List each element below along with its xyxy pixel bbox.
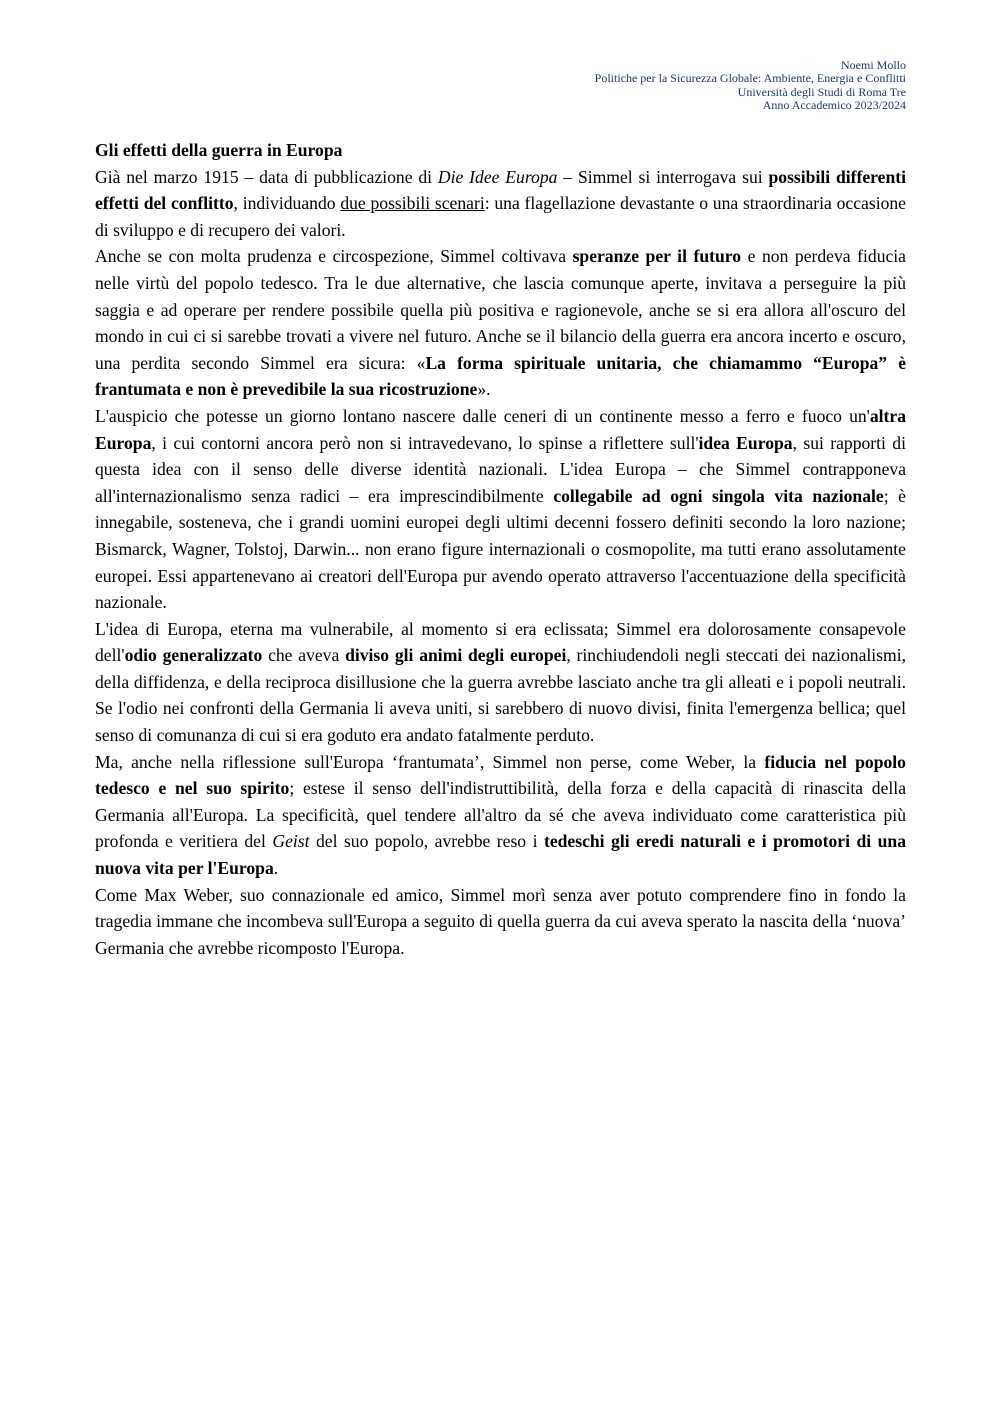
bold-text: possibili differenti effetti del conflitto [95,166,907,214]
underlined-text: due possibili scenari [340,193,485,214]
bold-text: odio generalizzato [124,645,263,666]
bold-text: tedeschi gli eredi naturali e i promotori di una nuova vita per l'Europa [95,831,907,879]
text-run: del suo popolo, avrebbe reso i [309,831,544,852]
page-header [595,59,906,112]
paragraph-1 [95,164,906,244]
paragraph-5 [95,749,906,882]
header-university: Università degli Studi di Roma Tre [737,84,906,99]
text-run: Anche se con molta prudenza e circospezione, Simmel coltivava [95,246,573,267]
text-run: ; è innegabile, sosteneva, che i grandi uomini europei degli ultimi decenni fossero definiti secondo la loro nazione; Bismarck, Wagner, Tolstoj, Darwin... non erano figure internazionali o cosmopolite, ma tutti erano assolutamente europei. Essi appartenevano ai creatori dell'Europa pur avendo operato attraverso l'accentuazione della specificità nazionale. [95,485,906,613]
text-run: , i cui contorni ancora però non si intravedevano, lo spinse a riflettere sull' [151,432,699,453]
header-course: Politiche per la Sicurezza Globale: Ambiente, Energia e Conflitti [594,71,906,86]
paragraph-3 [95,403,906,616]
document-body [95,137,906,961]
text-run: , individuando [233,193,341,214]
text-run: che aveva [262,645,346,666]
header-author: Noemi Mollo [841,58,906,72]
text-run: L'auspicio che potesse un giorno lontano nascere dalle ceneri di un continente messo a ferro e fuoco un' [95,405,870,426]
bold-text: collegabile ad ogni singola vita nazionale [553,485,884,506]
text-run: , sui rapporti di questa idea con il senso delle diverse identità nazionali. L'idea Europa – che Simmel contrapponeva all'internazionalismo senza radici – era imprescindibilmente [95,432,906,506]
italic-text: Die Idee Europa [437,166,558,187]
bold-text: idea Europa [698,432,793,453]
bold-quote: La forma spirituale unitaria, che chiamammo “Europa” è frantumata e non è prevedibile la sua ricostruzione [95,352,907,400]
text-run: ». [477,379,491,400]
text-run: e non perdeva fiducia nelle virtù del popolo tedesco. Tra le due alternative, che lascia comunque aperte, invitava a perseguire la più saggia e ad operare per rendere possibile quella più positiva e ragionevole, anche se si era allora all'oscuro del mondo in cui ci si sarebbe trovati a vivere nel futuro. Anche se il bilancio della guerra era ancora incerto e oscuro, una perdita secondo Simmel era sicura: « [95,246,906,373]
italic-text: Geist [272,831,310,852]
text-run: L'idea di Europa, eterna ma vulnerabile, al momento si era eclissata; Simmel era dolorosamente consapevole dell' [95,618,906,666]
text-run: , rinchiudendoli negli steccati dei nazionalismi, della diffidenza, e della reciproca disillusione che la guerra avrebbe lasciato anche tra gli alleati e i popoli neutrali. Se l'odio nei confronti della Germania li aveva uniti, si sarebbero di nuovo divisi, finita l'emergenza bellica; quel senso di comunanza di cui si era goduto era andato fatalmente perduto. [95,645,906,746]
text-run: Come Max Weber, suo connazionale ed amico, Simmel morì senza aver potuto comprendere fino in fondo la tragedia immane che incombeva sull'Europa a seguito di quella guerra da cui aveva sperato la nascita della ‘nuova’ Germania che avrebbe ricomposto l'Europa. [95,884,906,958]
paragraph-2 [95,243,906,403]
header-academic-year: Anno Accademico 2023/2024 [762,97,906,112]
text-run: Ma, anche nella riflessione sull'Europa ‘frantumata’, Simmel non perse, come Weber, la [95,751,765,772]
text-run: . [273,858,279,879]
bold-text: speranze per il futuro [572,246,742,267]
paragraph-6 [95,882,906,962]
paragraph-4 [95,616,906,749]
bold-text: fiducia nel popolo tedesco e nel suo spirito [95,751,906,799]
text-run: ; estese il senso dell'indistruttibilità, della forza e della capacità di rinascita della Germania all'Europa. La specificità, quel tendere all'altro da sé che aveva individuato come caratteristica più profonda e veritiera del [95,778,907,852]
section-title: Gli effetti della guerra in Europa [95,140,343,160]
text-run: – Simmel si interrogava sui [557,166,769,187]
bold-text: altra Europa [95,405,906,453]
bold-text: diviso gli animi degli europei [345,645,567,666]
text-run: Già nel marzo 1915 – data di pubblicazione di [95,166,438,187]
text-run: : una flagellazione devastante o una straordinaria occasione di sviluppo e di recupero dei valori. [95,193,906,240]
